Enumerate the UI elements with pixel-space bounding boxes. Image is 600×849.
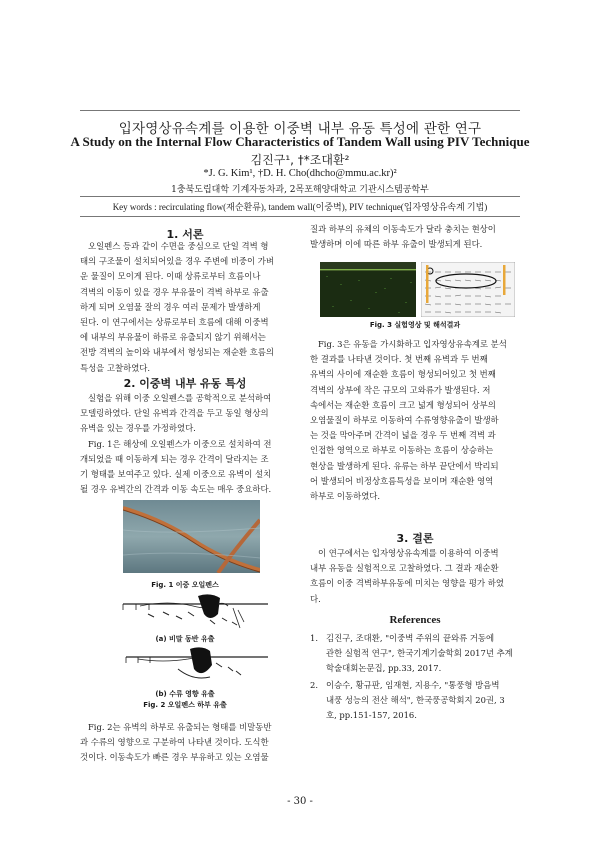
text-line: 실험을 위해 이중 오일펜스를 공학적으로 분석하여 — [88, 393, 272, 403]
title-korean: 입자영상유속계를 이용한 이중벽 내부 유동 특성에 관한 연구 — [118, 121, 482, 137]
text-line: 다. — [310, 593, 321, 604]
authors-korean: 김진구¹, †*조대환² — [250, 153, 350, 167]
text-line: 한 결과를 나타낸 것이다. 첫 번째 유벽과 두 번째 — [310, 354, 488, 365]
text-line: 속에서는 재순환 흐름이 크고 넓게 형성되어 상부의 — [310, 399, 496, 410]
title-english: A Study on the Internal Flow Characteristics of Tandem Wall using PIV Technique — [70, 134, 530, 149]
text-line: 것이다. 이동속도가 빠른 경우 부유하고 있는 오염물 — [80, 752, 269, 763]
fig3-caption: Fig. 3 실험영상 및 해석결과 — [369, 321, 461, 329]
authors-english: *J. G. Kim¹, †D. H. Cho(dhcho@mmu.ac.kr)² — [203, 168, 397, 179]
section-conclusion-title: 3. 결론 — [396, 532, 434, 545]
text-line: 유벽의 사이에 재순환 흐름이 형성되어있고 첫 번째 — [310, 369, 496, 380]
flow-paragraph — [80, 391, 290, 497]
text-line: 특성을 고찰하였다. — [80, 362, 151, 373]
intro-paragraph — [80, 239, 290, 376]
text-line: Fig. 2는 유벽의 하부로 유출되는 형태를 비말동반 — [88, 722, 272, 732]
text-line: 전방 격벽의 높이와 내부에서 형성되는 재순환 흐름의 — [80, 347, 274, 358]
text-line: 운 물질이 모이게 된다. 이때 상류로부터 흐름이나 — [80, 271, 261, 282]
fig2a-entrainment-diagram — [118, 592, 268, 634]
text-line: 에 내부의 부유물이 하류로 유출되지 않기 위해서는 — [80, 332, 266, 343]
top-rule — [80, 110, 520, 111]
text-line: 이승수, 황규판, 임재현, 지용수, "통풍형 방음벽 — [326, 680, 500, 690]
text-line: 발생하며 이에 따른 하부 유출이 발생되게 된다. — [310, 239, 483, 250]
text-line: 격벽의 상부에 작은 규모의 고와류가 발생된다. 저 — [310, 384, 491, 395]
text-line: 된다. 이 연구에서는 상류로부터 흐름에 대해 이중벽 — [80, 317, 269, 328]
text-line: 오염물질이 하부로 이동하여 수류영향유출이 발생하 — [310, 415, 499, 426]
section-intro-title: 1. 서론 — [166, 228, 204, 241]
reference-item — [310, 678, 520, 724]
text-line: 현상을 발생하게 된다. 유류는 하부 끝단에서 박리되 — [310, 460, 499, 471]
text-line: 개되었을 때 이동하게 되는 경우 간격이 달라지는 조 — [80, 453, 269, 464]
text-line: 학술대회논문집, pp.33, 2017. — [326, 663, 442, 674]
keywords-top-rule — [80, 196, 520, 197]
text-line: 호, pp.151-157, 2016. — [326, 710, 417, 721]
fig2a-caption: (a) 비말 동반 유출 — [155, 635, 215, 643]
text-line: 인접한 영역으로 하부로 이동하는 흐름이 상승하는 — [310, 445, 494, 456]
keywords-bottom-rule — [80, 216, 520, 217]
fig2b-caption: (b) 수류 영향 유출 — [155, 690, 215, 698]
text-line: 될 경우 유벽간의 간격과 이동 속도는 매우 중요하다. — [80, 484, 272, 495]
text-line: 관한 실험적 연구", 한국기계기술학회 2017년 추계 — [326, 648, 513, 659]
text-line: 흐름이 이중 격벽하부유동에 미치는 영향을 평가 하였 — [310, 578, 504, 589]
fig2-caption: Fig. 2 오일펜스 하부 유출 — [143, 701, 227, 709]
fig1-caption: Fig. 1 이중 오일펜스 — [151, 581, 219, 589]
reference-item — [310, 631, 520, 677]
section-flow-title: 2. 이중벽 내부 유동 특성 — [123, 377, 247, 390]
references-title: References — [389, 614, 441, 626]
fig3-experiment-image — [320, 262, 416, 317]
conclusion-paragraph — [310, 546, 520, 607]
text-line: 는 것을 막아주며 간격이 넓을 경우 두 번째 격벽 과 — [310, 430, 496, 441]
text-line: 하부로 이동하였다. — [310, 491, 381, 502]
text-line: 기 형태를 보여주고 있다. 실제 이중으로 유벽이 설치 — [80, 469, 272, 480]
fig1-oil-fence-photo — [123, 500, 260, 573]
text-line: 오일펜스 등과 같이 수면을 중심으로 단일 격벽 형 — [88, 241, 269, 251]
text-line: 유벽을 있는 경우를 가정하였다. — [80, 423, 196, 434]
text-line: 하게 되며 오염물 잘의 경우 여러 문제가 발생하게 — [80, 301, 261, 312]
text-line: 질과 하부의 유체의 이동속도가 달라 충치는 현상이 — [310, 224, 496, 234]
text-line: 태의 구조물이 설치되어있을 경우 주변에 비중이 가벼 — [80, 256, 274, 267]
text-line: Fig. 1은 해상에 오일펜스가 이중으로 설치하여 전 — [88, 438, 272, 449]
text-line: 격벽의 이동이 있을 경우 부유물이 격벽 하부로 유출 — [80, 286, 269, 297]
col2-top-paragraph — [310, 222, 520, 252]
reference-number: 1. — [310, 633, 318, 643]
reference-number: 2. — [310, 680, 318, 690]
fig2-description-paragraph — [80, 720, 290, 766]
text-line: 과 수류의 영향으로 구분하여 나타낸 것이다. 도식한 — [80, 737, 269, 748]
text-line: 이 연구에서는 입자영상유속계를 이용하여 이중벽 — [318, 548, 499, 558]
text-line: Fig. 3은 유동을 가시화하고 입자영상유속계로 분석 — [318, 339, 507, 349]
text-line: 내풍 성능의 전산 해석", 한국풍공학회지 20권, 3 — [326, 695, 505, 706]
fig3-description-paragraph — [310, 337, 520, 504]
fig3-vector-field — [421, 262, 515, 317]
fig2b-flow-diagram — [118, 647, 268, 687]
page-number: - 30 - — [287, 796, 313, 807]
text-line: 김진구, 조대환, "이중벽 주위의 끝와류 거동에 — [326, 633, 495, 643]
affiliation: 1충북도립대학 기계자동차과, 2목포해양대학교 기관시스템공학부 — [171, 185, 429, 195]
text-line: 어 발생되어 비정상흐름특성을 보이며 재순환 영역 — [310, 475, 494, 486]
text-line: 모델링하였다. 단일 유벽과 간격을 두고 동일 형상의 — [80, 408, 269, 419]
keywords: Key words : recirculating flow(재순환류), tandem wall(이중벽), PIV technique(입자영상유속계 기법) — [112, 202, 488, 212]
text-line: 내부 유동을 실험적으로 고찰하였다. 그 결과 재순환 — [310, 563, 499, 574]
